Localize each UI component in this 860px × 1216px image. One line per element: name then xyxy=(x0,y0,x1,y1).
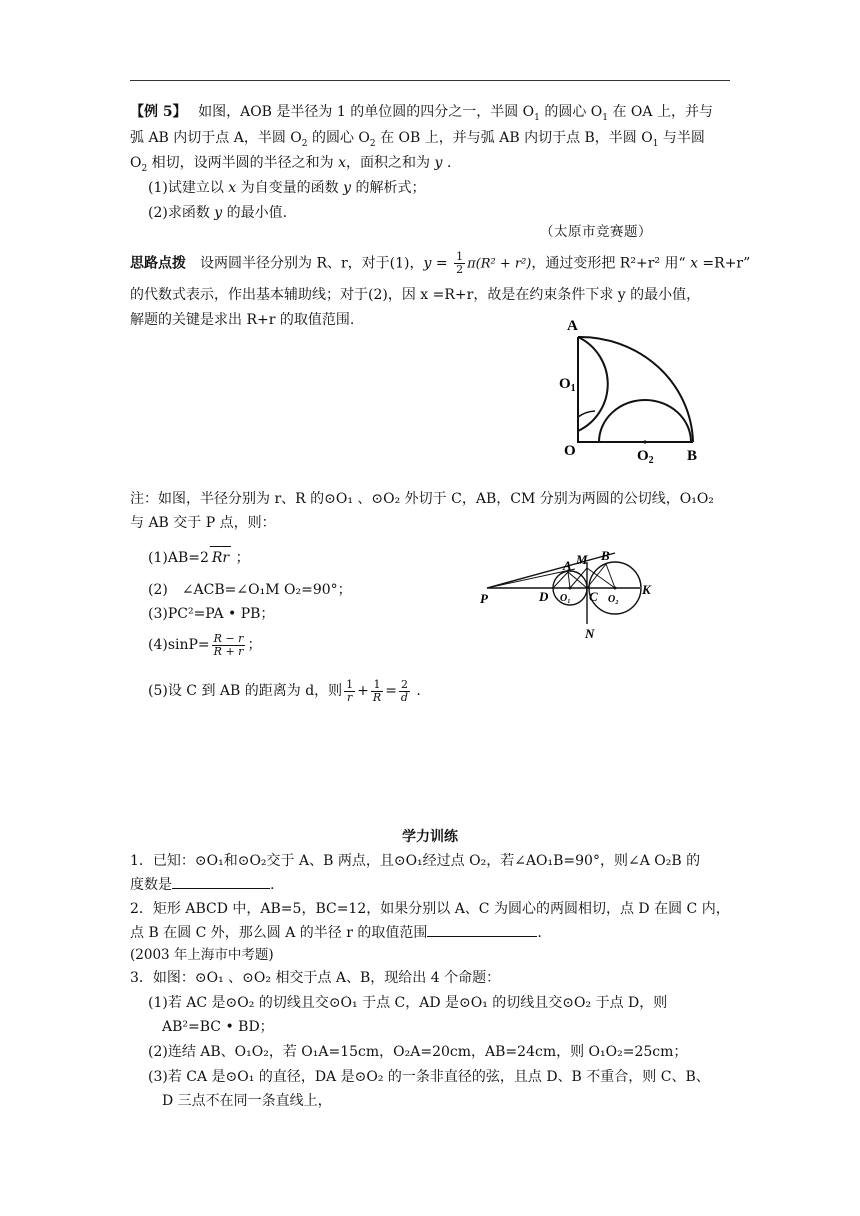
sinp-fraction: $\frac{R - r}{R + r}$ xyxy=(213,631,244,658)
practice-q3-prop-3b: D 三点不在同一条直线上， xyxy=(162,1093,332,1109)
fig1-label-o2: $O_2$ xyxy=(637,448,654,466)
practice-q1-line-2: 度数是 . xyxy=(130,874,730,896)
quarter-circle-figure xyxy=(555,312,715,472)
example-line-2: 弧 AB 内切于点 A，半圆 $O_2$ 的圆心 $O_2$ 在 OB 上，并与弧 AB 内切于点 B，半圆 $O_1$ 与半圆 xyxy=(130,130,705,149)
hint-line-2: 的代数式表示，作出基本辅助线；对于(2)，因 x =R+r，故是在约束条件下求 y 的最小值， xyxy=(130,287,701,303)
note-property-1: (1)AB=2 Rr ； xyxy=(148,546,738,569)
fig2-label-o1: O₁ xyxy=(560,593,571,604)
header-rule xyxy=(130,80,730,81)
fig2-label-n: N xyxy=(585,626,595,641)
tangent-circles-figure xyxy=(475,548,665,643)
example-tag: 【例 5】 xyxy=(130,104,180,120)
practice-q3-prop-3a: (3)若 CA 是⊙O₁ 的直径，DA 是⊙O₂ 的一条非直径的弦，且点 D、B 不重合，则 C、B、 xyxy=(148,1069,710,1085)
practice-q3-prop-1b: AB²=BC • BD； xyxy=(162,1019,274,1035)
note-property-2: (2) ∠ACB=∠O₁M O₂=90°； xyxy=(148,582,352,598)
example-question-2: (2)求函数 y 的最小值. xyxy=(148,205,288,221)
hint-fraction: $\frac{1}{2}$ xyxy=(456,250,464,276)
hint-title: 思路点拨 xyxy=(130,255,186,272)
fig1-label-o1: $O_1$ xyxy=(559,376,576,394)
example-line-3: $O_2$ 相切，设两半圆的半径之和为 x，面积之和为 y . xyxy=(130,155,452,174)
fig2-label-o2: O₂ xyxy=(608,594,619,605)
example-source: （太原市竞赛题） xyxy=(540,224,652,240)
practice-q1-line-1: 1．已知：⊙O₁和⊙O₂交于 A、B 两点，且⊙O₁经过点 O₂，若∠AO₁B=90°，则∠A O₂B 的 xyxy=(130,853,701,869)
fig2-label-c: C xyxy=(589,589,598,604)
sqrt-radicand: Rr xyxy=(210,546,231,569)
fig1-label-o: O xyxy=(564,443,576,459)
fig2-label-b: B xyxy=(601,548,610,563)
fig2-label-k: K xyxy=(642,582,651,597)
fig2-label-m: M xyxy=(576,552,588,567)
fig2-label-p: P xyxy=(480,591,488,606)
hint-line-1: 思路点拨 设两圆半径分别为 R、r，对于(1)，y = $\frac{1}{2}$ π(R² + r²)，通过变形把 R²+r² 用“ x =R+r” xyxy=(130,250,751,276)
note-property-4: (4)sinP= $\frac{R - r}{R + r}$ ； xyxy=(148,631,262,658)
note-line-1: 注：如图，半径分别为 r、R 的⊙O₁ 、⊙O₂ 外切于 C，AB，CM 分别为两圆的公切线，O₁O₂ xyxy=(130,491,714,507)
note-line-2: 与 AB 交于 P 点，则： xyxy=(130,515,276,531)
example-line-1: 【例 5】 如图，AOB 是半径为 1 的单位圆的四分之一，半圆 $O_1$ 的圆心 $O_1$ 在 OA 上，并与 xyxy=(130,104,713,123)
practice-q2-line-2: 点 B 在圆 C 外，那么圆 A 的半径 r 的取值范围 . xyxy=(130,922,730,944)
fig2-label-d: D xyxy=(539,589,549,604)
practice-q3-prop-2: (2)连结 AB、O₁O₂，若 O₁A=15cm，O₂A=20cm，AB=24cm，则 O₁O₂=25cm； xyxy=(148,1044,688,1060)
note-property-5: (5)设 C 到 AB 的距离为 d，则 $\frac{1}{r}$ + $\frac{1}{R}$ = $\frac{2}{d}$ . xyxy=(148,677,421,704)
example-question-1: (1)试建立以 x 为自变量的函数 y 的解析式； xyxy=(148,180,426,196)
note-property-3: (3)PC²=PA • PB； xyxy=(148,606,275,622)
answer-blank-1[interactable] xyxy=(172,874,270,889)
practice-q2-source: (2003 年上海市中考题) xyxy=(130,947,274,963)
practice-q3-prop-1a: (1)若 AC 是⊙O₂ 的切线且交⊙O₁ 于点 C，AD 是⊙O₁ 的切线且交⊙O₂ 于点 D，则 xyxy=(148,995,668,1011)
practice-q3-intro: 3．如图：⊙O₁ 、⊙O₂ 相交于点 A、B，现给出 4 个命题： xyxy=(130,970,501,986)
hint-line-3: 解题的关键是求出 R+r 的取值范围. xyxy=(130,312,355,328)
fig1-label-b: B xyxy=(687,448,698,464)
practice-title: 学力训练 xyxy=(402,829,458,845)
practice-q2-line-1: 2．矩形 ABCD 中，AB=5，BC=12，如果分别以 A、C 为圆心的两圆相切，点 D 在圆 C 内， xyxy=(130,901,730,917)
answer-blank-2[interactable] xyxy=(427,922,537,937)
fig1-label-a: A xyxy=(567,318,578,334)
fig2-label-a: A xyxy=(563,558,572,573)
